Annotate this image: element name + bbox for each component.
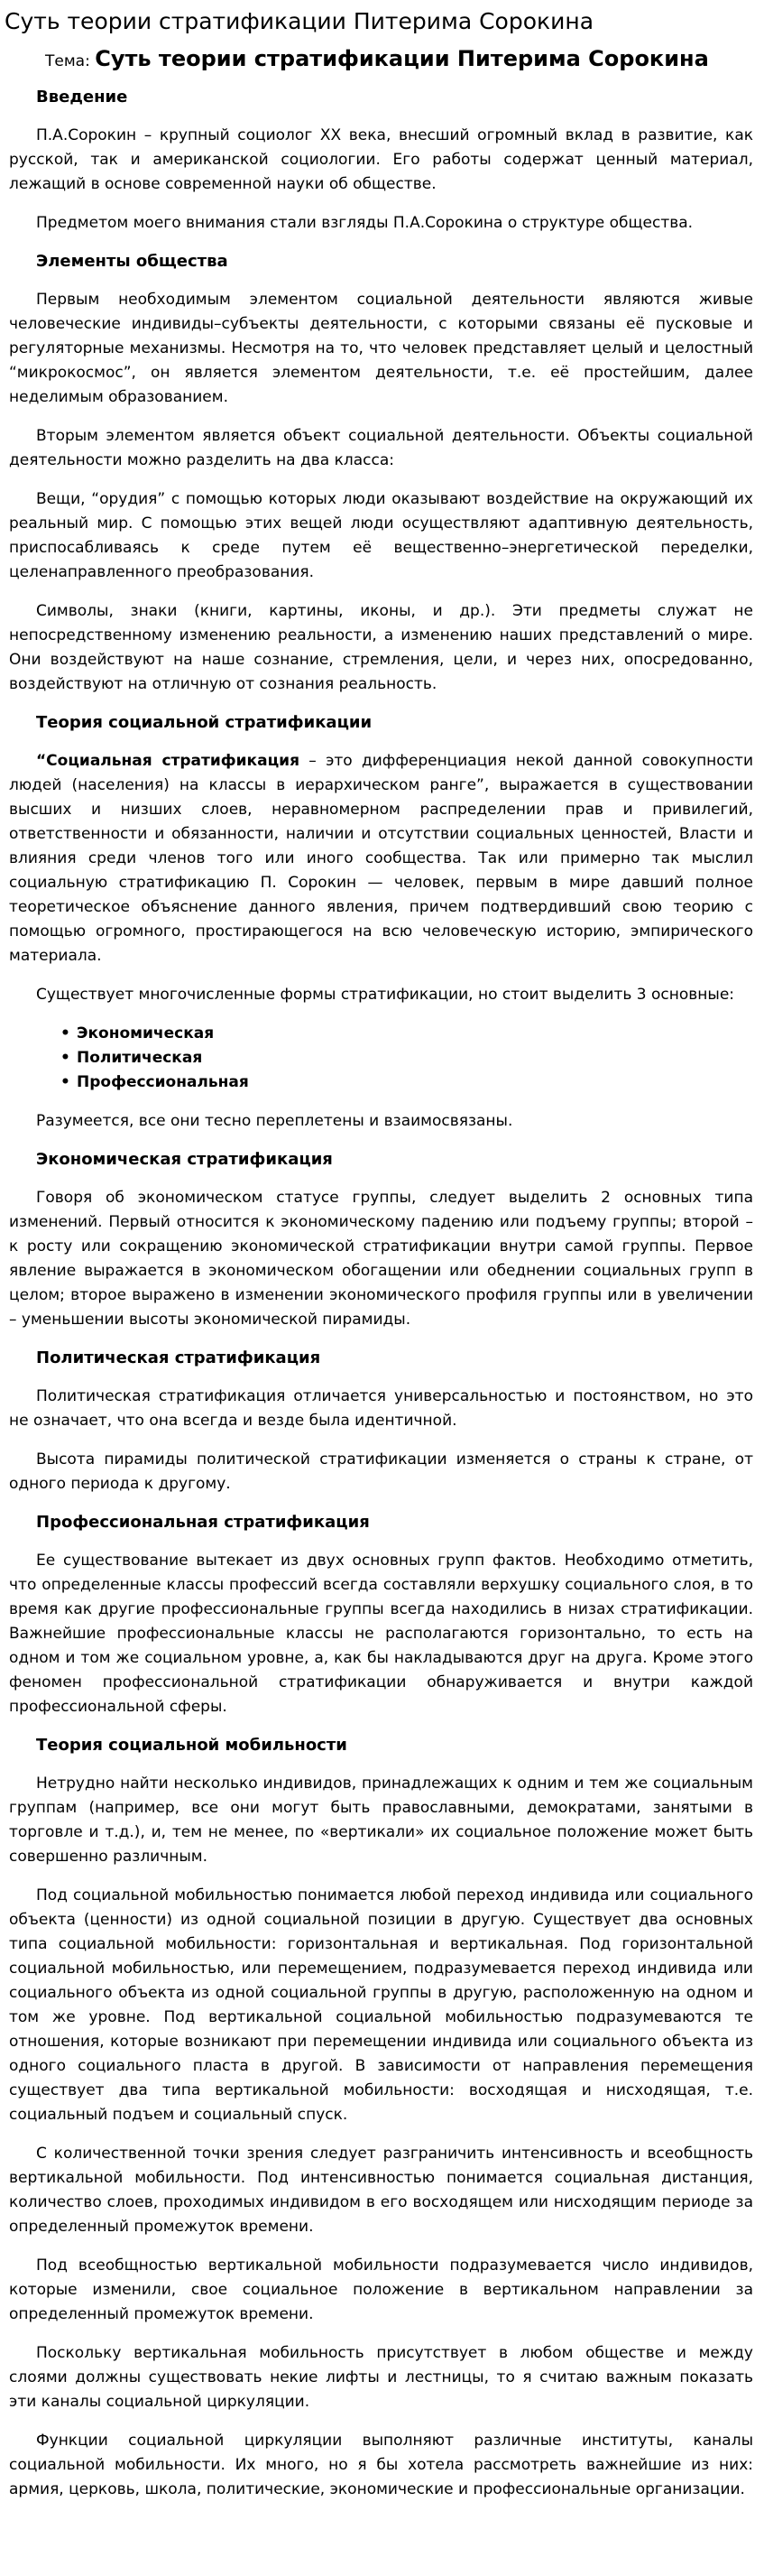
heading-stratification-theory: Теория социальной стратификации xyxy=(36,713,373,732)
bullet-icon: • xyxy=(60,1049,70,1067)
political-paragraph-2: Высота пирамиды политической стратификации изменяется о страны к стране, от одного периода к другому. xyxy=(9,1450,753,1493)
list-item xyxy=(60,1070,753,1095)
heading-professional: Профессиональная стратификация xyxy=(36,1513,370,1532)
intro-paragraph-1: П.А.Сорокин – крупный социолог XX века, внесший огромный вклад в развитие, как русской, так и американской социологии. Его работы содержат ценный материал, лежащий в основе современной науки об обществе. xyxy=(9,126,753,193)
list-item-label: Профессиональная xyxy=(77,1073,249,1091)
heading-political: Политическая стратификация xyxy=(36,1348,321,1367)
stratification-forms-list xyxy=(60,1022,753,1095)
mobility-paragraph-6: Функции социальной циркуляции выполняют различные институты, каналы социальной мобильности. Их много, но я бы хотела рассмотреть важнейшие из них: армия, церковь, школа, политические, экономические и профессиональные организации. xyxy=(9,2432,753,2498)
list-item xyxy=(60,1046,753,1070)
bullet-icon: • xyxy=(60,1073,70,1091)
theory-definition-rest: – это дифференциация некой данной совокупности людей (населения) на классы в иерархическом ранге”, выражается в существовании высших и низших слоев, неравномерном распределении прав и привилегий, ответственности и обязанности, наличии и отсутствии социальных ценностей, Власти и влияния среди членов того или иного сообщества. Так или примерно так мыслил социальную стратификацию П. Сорокин — человек, первым в мире давший полное теоретическое объяснение данного явления, причем подтвердивший свою теорию с помощью огромного, простирающегося на всю человеческую историю, эмпирического материала. xyxy=(9,752,753,965)
theory-definition-lead: “Социальная стратификация xyxy=(36,752,299,770)
theory-paragraph-2: Существует многочисленные формы стратификации, но стоит выделить 3 основные: xyxy=(36,986,735,1004)
elements-paragraph-2: Вторым элементом является объект социальной деятельности. Объекты социальной деятельности можно разделить на два класса: xyxy=(9,427,753,469)
political-paragraph-1: Политическая стратификация отличается универсальностью и постоянством, но это не означает, что она всегда и везде была идентичной. xyxy=(9,1387,753,1430)
intro-paragraph-2: Предметом моего внимания стали взгляды П.А.Сорокина о структуре общества. xyxy=(36,214,694,232)
heading-elements: Элементы общества xyxy=(36,252,228,271)
topic-label: Тема: xyxy=(45,52,90,70)
document-title: Суть теории стратификации Питерима Сорокина xyxy=(5,8,594,34)
bullet-icon: • xyxy=(60,1024,70,1042)
mobility-paragraph-5: Поскольку вертикальная мобильность присутствует в любом обществе и между слоями должны существовать некие лифты и лестницы, то я считаю важным показать эти каналы социальной циркуляции. xyxy=(9,2344,753,2411)
list-item xyxy=(60,1022,753,1046)
topic-value: Суть теории стратификации Питерима Сорокина xyxy=(95,46,709,71)
topic-line xyxy=(45,45,753,75)
mobility-paragraph-1: Нетрудно найти несколько индивидов, принадлежащих к одним и тем же социальным группам (например, все они могут быть православными, демократами, занятыми в торговле и т.д.), и, тем не менее, по «вертикали» их социальное положение может быть совершенно различным. xyxy=(9,1774,753,1866)
mobility-paragraph-2: Под социальной мобильностью понимается любой переход индивида или социального объекта (ценности) из одной социальной позиции в другую. Существует два основных типа социальной мобильности: горизонтальная и вертикальная. Под горизонтальной социальной мобильностью, или перемещением, подразумевается переход индивида или социального объекта из одной социальной группы в другую, расположенную на одном и том же уровне. Под вертикальной социальной мобильностью подразумеваются те отношения, которые возникают при перемещении индивида или социального объекта из одного социального пласта в другой. В зависимости от направления перемещения существует два типа вертикальной мобильности: восходящая и нисходящая, т.е. социальный подъем и социальный спуск. xyxy=(9,1886,753,2124)
mobility-paragraph-4: Под всеобщностью вертикальной мобильности подразумевается число индивидов, которые изменили, свое социальное положение в вертикальном направлении за определенный промежуток времени. xyxy=(9,2256,753,2323)
mobility-paragraph-3: С количественной точки зрения следует разграничить интенсивность и всеобщность вертикальной мобильности. Под интенсивностью понимается социальная дистанция, количество слоев, проходимых индивидом в его восходящем или нисходящим периоде за определенный промежуток времени. xyxy=(9,2145,753,2236)
professional-paragraph-1: Ее существование вытекает из двух основных групп фактов. Необходимо отметить, что определенные классы профессий всегда составляли верхушку социального слоя, в то время как другие профессиональные группы всегда находились в низах стратификации. Важнейшие профессиональные классы не располагаются горизонтально, то есть на одном и том же социальном уровне, а, как бы накладываются друг на друга. Кроме этого феномен профессиональной стратификации обнаруживается и внутри каждой профессиональной сферы. xyxy=(9,1552,753,1716)
elements-paragraph-1: Первым необходимым элементом социальной деятельности являются живые человеческие индивиды–субъекты деятельности, с которыми связаны её пусковые и регуляторные механизмы. Несмотря на то, что человек представляет целый и целостный “микрокосмос”, он является элементом деятельности, т.е. её простейшим, далее неделимым образованием. xyxy=(9,291,753,406)
theory-paragraph-3: Разумеется, все они тесно переплетены и взаимосвязаны. xyxy=(36,1112,513,1130)
elements-paragraph-3: Вещи, “орудия” с помощью которых люди оказывают воздействие на окружающий их реальный мир. С помощью этих вещей люди осуществляют адаптивную деятельность, приспосабливаясь к среде путем её вещественно–энергетической переделки, целенаправленного преобразования. xyxy=(9,490,753,581)
heading-economic: Экономическая стратификация xyxy=(36,1150,333,1169)
theory-paragraph-1 xyxy=(9,749,753,968)
list-item-label: Экономическая xyxy=(77,1024,215,1042)
heading-intro: Введение xyxy=(36,88,128,107)
elements-paragraph-4: Символы, знаки (книги, картины, иконы, и др.). Эти предметы служат не непосредственному изменению реальности, а изменению наших представлений о мире. Они воздействуют на наше сознание, стремления, цели, и через них, опосредованно, воздействуют на отличную от сознания реальность. xyxy=(9,602,753,693)
list-item-label: Политическая xyxy=(77,1049,203,1067)
heading-mobility: Теория социальной мобильности xyxy=(36,1736,347,1755)
economic-paragraph-1: Говоря об экономическом статусе группы, следует выделить 2 основных типа изменений. Первый относится к экономическому падению или подъему группы; второй – к росту или сокращению экономической стратификации внутри самой группы. Первое явление выражается в экономическом обогащении или обеднении социальных групп в целом; второе выражено в изменении экономического профиля группы или в увеличении – уменьшении высоты экономической пирамиды. xyxy=(9,1189,753,1329)
